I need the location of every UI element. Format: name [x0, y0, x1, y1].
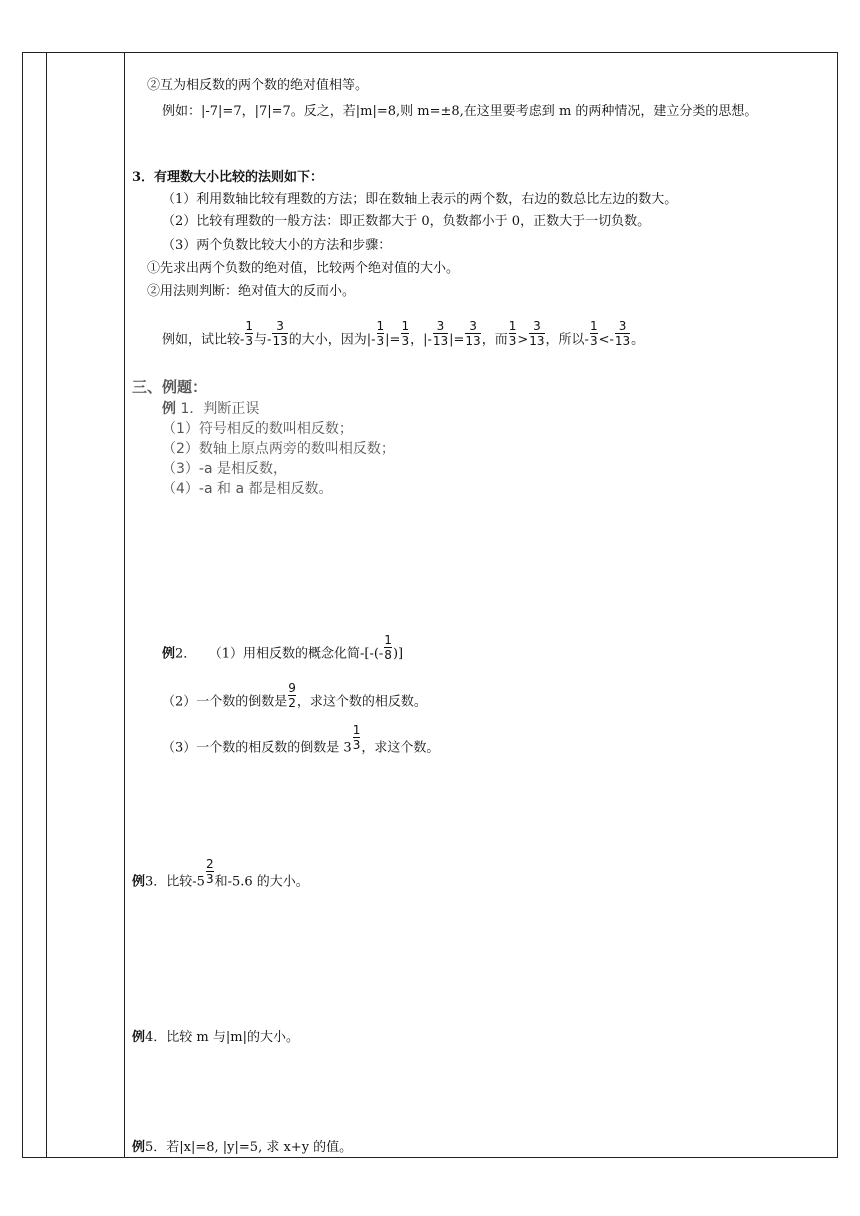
fraction: $\frac{3}{13}$	[272, 319, 288, 348]
example-1-title: 例 1．判断正误	[162, 401, 260, 417]
fraction: $\frac{1}{3}$	[245, 319, 254, 348]
example-1-item: （1）符号相反的数叫相反数；	[162, 421, 353, 437]
example-2-q3: （3）一个数的相反数的倒数是 3 $\frac{1}{3}$ ，求这个数。	[162, 723, 440, 756]
fraction: $\frac{1}{3}$	[352, 723, 361, 752]
fraction: $\frac{2}{3}$	[205, 857, 214, 886]
column-divider-2	[124, 52, 125, 1158]
fraction: $\frac{1}{3}$	[401, 319, 410, 348]
rule-1: （1）利用数轴比较有理数的方法；即在数轴上表示的两个数，右边的数总比左边的数大。	[162, 192, 678, 207]
example-4: 例4．比较 m 与|m|的大小。	[132, 1030, 299, 1045]
comparison-example: 例如，试比较- $\frac{1}{3}$ 与- $\frac{3}{13}$ 的大小，因为|- $\frac{1}{3}$ |= $\frac{1}{3}$ ，|- $\frac{3}{13}$ |= $\frac{3}{13}$ ，而 $\frac{1}{3}$ > $\frac{3}{13}$ ，所以- $\frac{1}{3}$ <- $\frac{3}{13}$ 。	[162, 319, 645, 348]
rule-2: （2）比较有理数的一般方法：即正数都大于 0，负数都小于 0，正数大于一切负数。	[162, 214, 651, 229]
property-item-2: ②互为相反数的两个数的绝对值相等。	[147, 78, 369, 93]
example-1-item: （2）数轴上原点两旁的数叫相反数；	[162, 441, 395, 457]
fraction: $\frac{1}{3}$	[508, 319, 517, 348]
examples-heading: 三、例题：	[132, 378, 208, 396]
fraction: $\frac{3}{13}$	[465, 319, 481, 348]
example-1-item: （4）-a 和 a 都是相反数。	[162, 481, 333, 497]
column-divider-1	[46, 52, 47, 1158]
rule-3: （3）两个负数比较大小的方法和步骤：	[162, 238, 392, 253]
fraction: $\frac{3}{13}$	[529, 319, 545, 348]
example-1-item: （3）-a 是相反数，	[162, 461, 287, 477]
section3-heading: 3．有理数大小比较的法则如下：	[132, 170, 324, 185]
example-2-q1: 例2． （1）用相反数的概念化简-[-(- $\frac{1}{8}$ )]	[162, 633, 404, 662]
fraction: $\frac{1}{8}$	[384, 633, 392, 662]
property-example: 例如：|-7|=7，|7|=7。反之，若|m|=8,则 m=±8,在这里要考虑到 m 的两种情况，建立分类的思想。	[162, 104, 758, 119]
fraction: $\frac{1}{3}$	[376, 319, 385, 348]
fraction: $\frac{3}{13}$	[432, 319, 449, 348]
example-2-q2: （2）一个数的倒数是 $\frac{9}{2}$ ，求这个数的相反数。	[162, 681, 427, 710]
step-2: ②用法则判断：绝对值大的反而小。	[147, 284, 356, 299]
fraction: $\frac{9}{2}$	[288, 681, 296, 710]
step-1: ①先求出两个负数的绝对值，比较两个绝对值的大小。	[147, 261, 460, 276]
fraction: $\frac{3}{13}$	[614, 319, 631, 348]
example-5: 例5．若|x|=8, |y|=5, 求 x+y 的值。	[132, 1140, 353, 1155]
example-3: 例3．比较-5 $\frac{2}{3}$ 和-5.6 的大小。	[132, 857, 309, 890]
fraction: $\frac{1}{3}$	[589, 319, 598, 348]
